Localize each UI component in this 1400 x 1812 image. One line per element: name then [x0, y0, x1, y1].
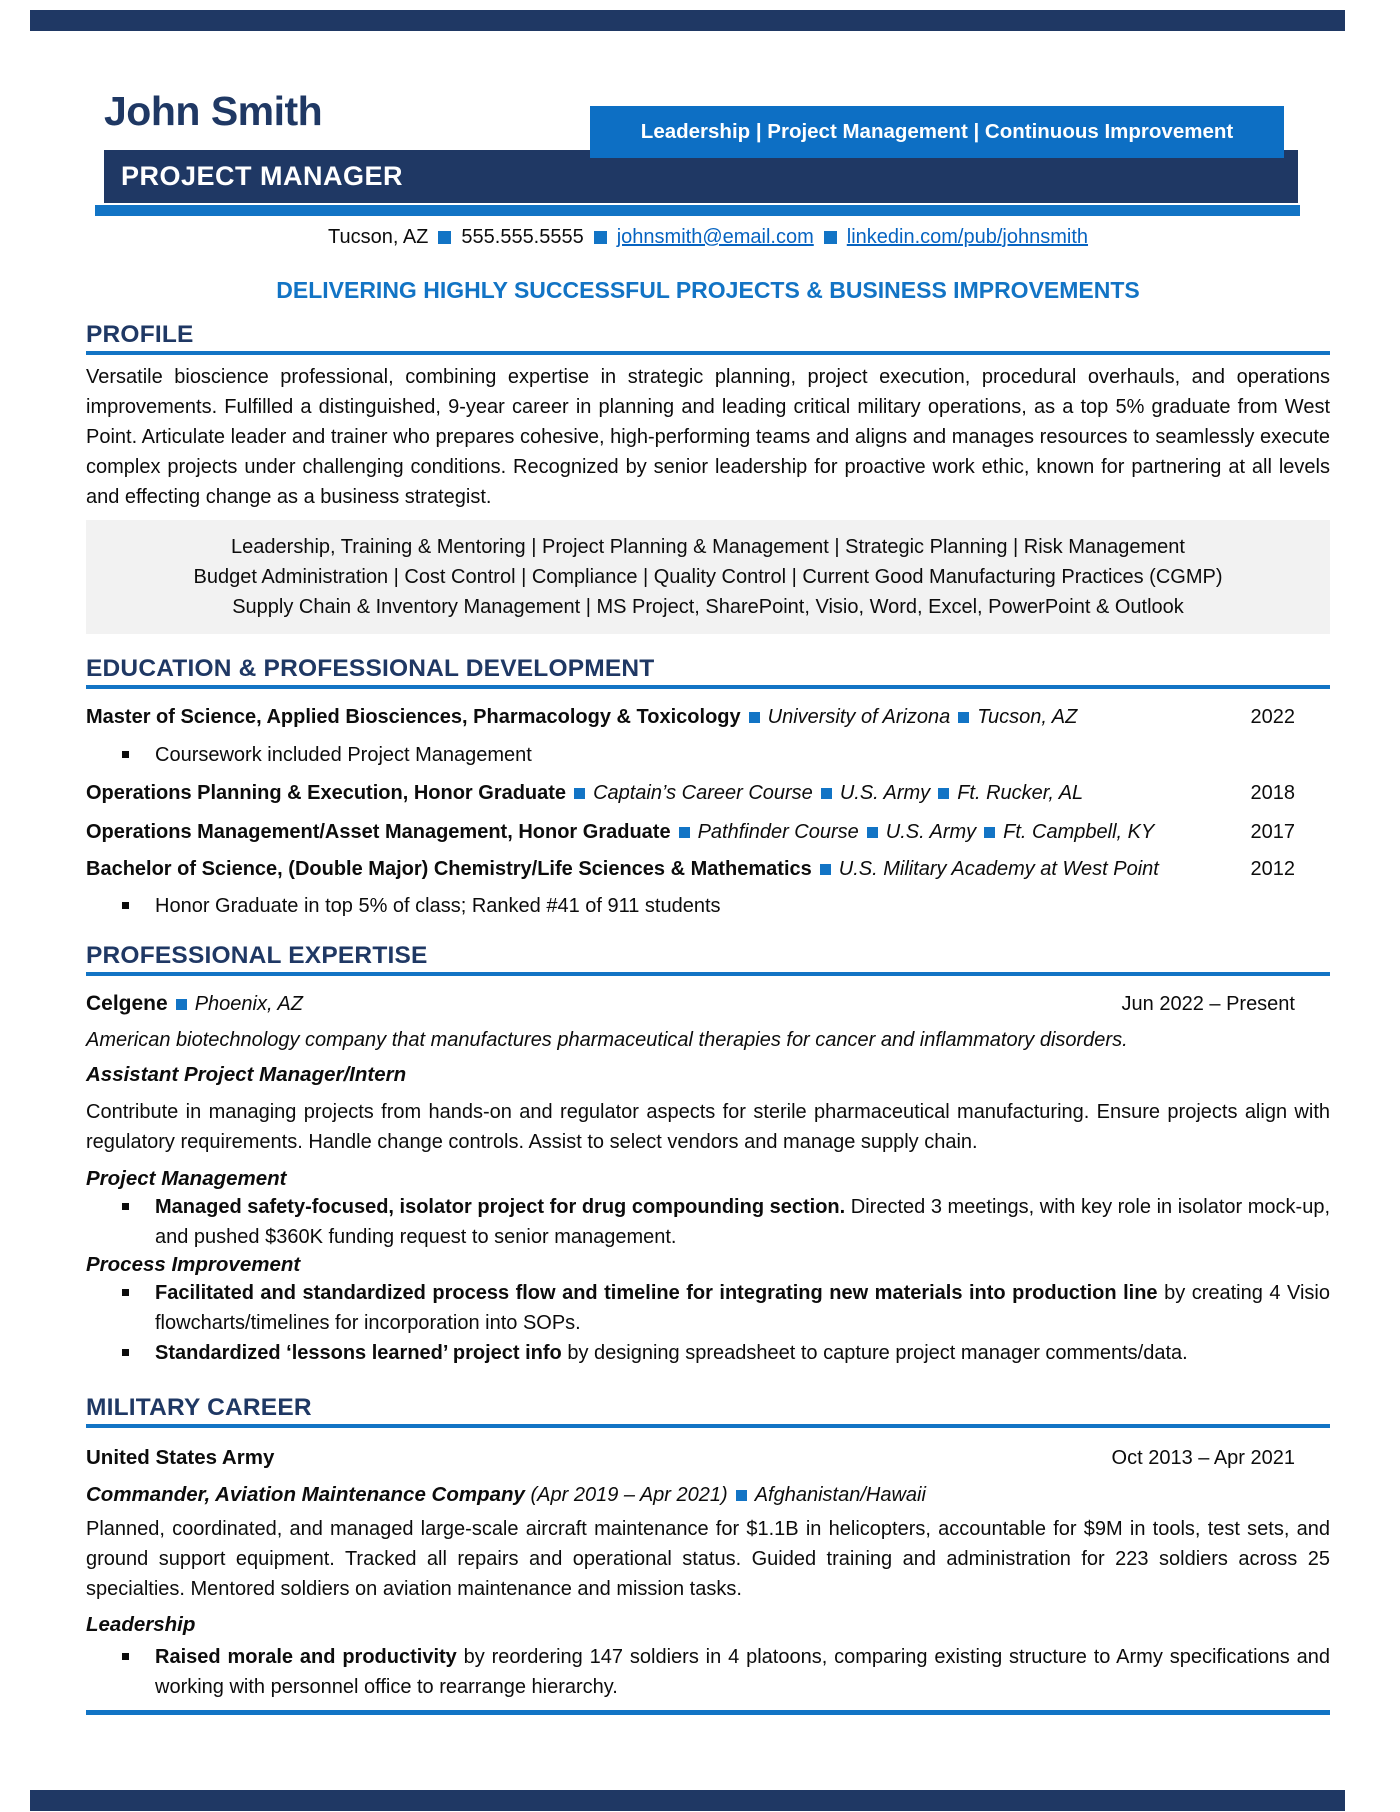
section-heading-profile: PROFILE	[86, 321, 194, 348]
achievement-bullet	[86, 1642, 1330, 1702]
achievement-bullet	[86, 1338, 1330, 1368]
bullet-text: Facilitated and standardized process flow and timeline for integrating new materials into production line by creating 4 Visio flowcharts/timelines for incorporation into SOPs.	[155, 1282, 1330, 1334]
section-heading-education: EDUCATION & PROFESSIONAL DEVELOPMENT	[86, 655, 655, 682]
degree: Master of Science, Applied Biosciences, Pharmacology & Toxicology	[86, 706, 741, 728]
education-row-left	[86, 854, 1159, 884]
skills-line: Supply Chain & Inventory Management | MS Project, SharePoint, Visio, Word, Excel, PowerPoint & Outlook	[232, 596, 1184, 618]
education-bullet	[86, 740, 1330, 770]
separator-square-icon	[574, 788, 585, 799]
education-year: 2022	[1250, 706, 1295, 728]
separator-square-icon	[821, 788, 832, 799]
education-row	[86, 702, 1330, 732]
accent-stripe	[95, 205, 1300, 216]
separator-square-icon	[679, 827, 690, 838]
course: Pathfinder Course	[697, 821, 859, 843]
school: University of Arizona	[767, 706, 951, 728]
bottom-border-bar	[30, 1790, 1345, 1811]
header	[0, 0, 1400, 216]
separator-square-icon	[938, 788, 949, 799]
education-bullet	[86, 891, 1330, 921]
separator-square-icon	[824, 231, 837, 244]
section-heading-expertise: PROFESSIONAL EXPERTISE	[86, 942, 428, 969]
degree: Bachelor of Science, (Double Major) Chemistry/Life Sciences & Mathematics	[86, 858, 812, 880]
military-org: United States Army	[86, 1446, 275, 1469]
section-rule	[86, 1424, 1330, 1428]
military-description: Planned, coordinated, and managed large-scale aircraft maintenance for $1.1B in helicopters, accountable for $9M in tools, test sets, and ground support equipment. Tracked all repairs and operational status. Guided training and administration for 223 soldiers across 25 specialties. Mentored soldiers on aviation maintenance and mission tasks.	[86, 1518, 1330, 1600]
separator-square-icon	[958, 712, 969, 723]
job-title: PROJECT MANAGER	[121, 161, 404, 191]
section-rule	[86, 685, 1330, 689]
bullet-text: Honor Graduate in top 5% of class; Ranked #41 of 911 students	[155, 895, 721, 917]
bullet-square-icon	[122, 751, 129, 758]
course: Captain’s Career Course	[593, 782, 813, 804]
school-location: Ft. Campbell, KY	[1003, 821, 1155, 843]
education-row-left	[86, 817, 1154, 847]
headline: DELIVERING HIGHLY SUCCESSFUL PROJECTS & BUSINESS IMPROVEMENTS	[276, 277, 1140, 303]
bullet-square-icon	[122, 902, 129, 909]
education-year: 2018	[1250, 782, 1295, 804]
role-title: Assistant Project Manager/Intern	[86, 1063, 407, 1086]
military-role-location: Afghanistan/Hawaii	[754, 1484, 926, 1506]
separator-square-icon	[176, 999, 187, 1010]
linkedin-link[interactable]: linkedin.com/pub/johnsmith	[846, 226, 1089, 248]
education-year: 2012	[1250, 858, 1295, 880]
profile-paragraph: Versatile bioscience professional, combining expertise in strategic planning, project execution, procedural overhauls, and operations improvements. Fulfilled a distinguished, 9-year career in planning and leading critical military operations, as a top 5% graduate from West Point. Articulate leader and trainer who prepares cohesive, high-performing teams and aligns and manages resources to seamlessly execute complex projects under challenging conditions. Recognized by senior leadership for proactive work ethic, known for partnering at all levels and effecting change as a business strategist.	[86, 366, 1330, 508]
group-label: Project Management	[86, 1167, 287, 1190]
candidate-name: John Smith	[104, 88, 323, 134]
military-role-dates: (Apr 2019 – Apr 2021)	[530, 1484, 728, 1506]
separator-square-icon	[594, 231, 607, 244]
bullet-text: Coursework included Project Management	[155, 744, 532, 766]
bullet-text: Raised morale and productivity by reordering 147 soldiers in 4 platoons, comparing existing structure to Army specifications and working with personnel office to rearrange hierarchy.	[155, 1646, 1330, 1698]
group-label: Process Improvement	[86, 1253, 301, 1276]
military-role-line	[86, 1482, 1330, 1508]
contact-line	[86, 224, 1330, 250]
education-year: 2017	[1250, 821, 1295, 843]
tagline-text: Leadership | Project Management | Continuous Improvement	[640, 120, 1234, 143]
separator-square-icon	[438, 231, 451, 244]
contact-location: Tucson, AZ	[327, 226, 429, 248]
bullet-text: Standardized ‘lessons learned’ project info by designing spreadsheet to capture project manager comments/data.	[155, 1342, 1188, 1364]
school-location: Ft. Rucker, AL	[957, 782, 1084, 804]
separator-square-icon	[749, 712, 760, 723]
school: U.S. Army	[839, 782, 931, 804]
separator-square-icon	[736, 1490, 747, 1501]
content	[86, 224, 1330, 1715]
achievement-bullet	[86, 1192, 1330, 1252]
skills-box	[86, 520, 1330, 634]
employer-left	[86, 990, 303, 1018]
achievement-bullet	[86, 1278, 1330, 1338]
skills-line: Leadership, Training & Mentoring | Project Planning & Management | Strategic Planning | Risk Management	[231, 536, 1185, 558]
education-row-left	[86, 778, 1083, 808]
bullet-square-icon	[122, 1349, 129, 1356]
education-row	[86, 854, 1330, 884]
bullet-square-icon	[122, 1203, 129, 1210]
section-rule	[86, 351, 1330, 355]
school: U.S. Army	[885, 821, 977, 843]
company-location: Phoenix, AZ	[194, 993, 303, 1015]
service-dates: Oct 2013 – Apr 2021	[1111, 1447, 1295, 1469]
group-label: Leadership	[86, 1613, 196, 1636]
email-link[interactable]: johnsmith@email.com	[616, 226, 814, 248]
bottom-rule	[86, 1710, 1330, 1715]
tagline-badge	[590, 106, 1284, 158]
degree: Operations Planning & Execution, Honor Graduate	[86, 782, 567, 804]
employer-row	[86, 990, 1330, 1018]
bullet-square-icon	[122, 1289, 129, 1296]
bullet-text: Managed safety-focused, isolator project for drug compounding section. Directed 3 meetings, with key role in isolator mock-up, and pushed $360K funding request to senior management.	[155, 1196, 1330, 1248]
education-row	[86, 817, 1330, 847]
contact-phone: 555.555.5555	[461, 226, 584, 248]
education-row-left	[86, 702, 1077, 732]
military-role: Commander, Aviation Maintenance Company	[86, 1483, 525, 1506]
school-location: Tucson, AZ	[977, 706, 1078, 728]
degree: Operations Management/Asset Management, Honor Graduate	[86, 821, 671, 843]
company-description: American biotechnology company that manufactures pharmaceutical therapies for cancer and inflammatory disorders.	[86, 1029, 1128, 1051]
company-name: Celgene	[86, 992, 168, 1015]
employment-dates: Jun 2022 – Present	[1121, 993, 1295, 1015]
section-rule	[86, 972, 1330, 976]
education-row	[86, 778, 1330, 808]
school: U.S. Military Academy at West Point	[838, 858, 1159, 880]
role-description: Contribute in managing projects from hands-on and regulator aspects for sterile pharmaceutical manufacturing. Ensure projects align with regulatory requirements. Handle change controls. Assist to select vendors and manage supply chain.	[86, 1101, 1330, 1153]
separator-square-icon	[820, 864, 831, 875]
skills-line: Budget Administration | Cost Control | Compliance | Quality Control | Current Good Manufacturing Practices (CGMP)	[193, 566, 1223, 588]
bullet-square-icon	[122, 1653, 129, 1660]
separator-square-icon	[984, 827, 995, 838]
employer-row	[86, 1444, 1330, 1472]
section-heading-military: MILITARY CAREER	[86, 1394, 312, 1421]
separator-square-icon	[867, 827, 878, 838]
